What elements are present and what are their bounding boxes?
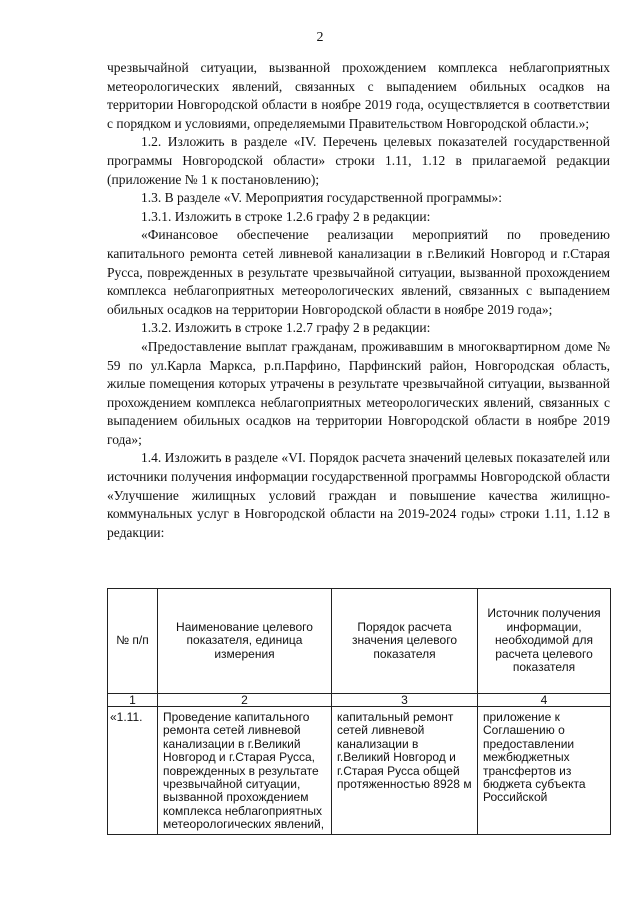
information-source-cell: приложение к Соглашению о предоставлении межбюджетных трансфертов из бюджета субъекта Российской xyxy=(478,707,611,835)
paragraph-quote-2: «Предоставление выплат гражданам, проживавшим в многоквартирном доме № 59 по ул.Карла Маркса, р.п.Парфино, Парфинский район, Новгородская область, жилые помещения которых утрачены в результате чрезвычайной ситуации, вызванной прохождением комплекса неблагоприятных метеорологических явлений, связанных с выпадением обильных осадков на территории Новгородской области в ноябре 2019 года»; xyxy=(107,338,610,447)
column-number-2: 2 xyxy=(158,694,332,707)
document-body xyxy=(107,59,610,542)
row-number-cell: «1.11. xyxy=(108,707,158,835)
table-column-numbers-row xyxy=(108,694,611,707)
header-calculation-method: Порядок расчета значения целевого показателя xyxy=(332,589,478,694)
column-number-1: 1 xyxy=(108,694,158,707)
header-number: № п/п xyxy=(108,589,158,694)
calculation-method-cell: капитальный ремонт сетей ливневой канализации в г.Великий Новгород и г.Старая Русса общей протяженностью 8928 м xyxy=(332,707,478,835)
header-indicator-name: Наименование целевого показателя, единица измерения xyxy=(158,589,332,694)
paragraph-item-1-4: 1.4. Изложить в разделе «VI. Порядок расчета значений целевых показателей или источники получения информации государственной программы Новгородской области «Улучшение жилищных условий граждан и повышение качества жилищно-коммунальных услуг в Новгородской области на 2019-2024 годы» строки 1.11, 1.12 в редакции: xyxy=(107,450,610,540)
paragraph-item-1-3: 1.3. В разделе «V. Мероприятия государственной программы»: xyxy=(141,190,502,206)
paragraph-item-1-3-1: 1.3.1. Изложить в строке 1.2.6 графу 2 в редакции: xyxy=(141,208,431,224)
indicators-table xyxy=(107,588,611,835)
column-number-3: 3 xyxy=(332,694,478,707)
column-number-4: 4 xyxy=(478,694,611,707)
paragraph-continuation: чрезвычайной ситуации, вызванной прохождением комплекса неблагоприятных метеорологических явлений, связанных с выпадением обильных осадков на территории Новгородской области в ноябре 2019 года, осуществляется в соответствии с порядком и условиями, определяемыми Правительством Новгородской области.»; xyxy=(107,60,610,131)
page-number: 2 xyxy=(316,30,324,45)
paragraph-quote-1: «Финансовое обеспечение реализации мероприятий по проведению капитального ремонта сетей ливневой канализации в г.Великий Новгород и г.Старая Русса, поврежденных в результате чрезвычайной ситуации, вызванной прохождением комплекса неблагоприятных метеорологических явлений, связанных с выпадением обильных осадков на территории Новгородской области в ноябре 2019 года»; xyxy=(107,227,610,317)
table-row xyxy=(108,707,611,835)
paragraph-item-1-2: 1.2. Изложить в разделе «IV. Перечень целевых показателей государственной программы Новгородской области» строки 1.11, 1.12 в прилагаемой редакции (приложение № 1 к постановлению); xyxy=(107,134,610,187)
indicator-name-cell: Проведение капитального ремонта сетей ливневой канализации в г.Великий Новгород и г.Старая Русса, поврежденных в результате чрезвычайной ситуации, вызванной прохождением комплекса неблагоприятных метеорологических явлений, xyxy=(158,707,332,835)
paragraph-item-1-3-2: 1.3.2. Изложить в строке 1.2.7 графу 2 в редакции: xyxy=(141,320,431,336)
header-information-source: Источник получения информации, необходимой для расчета целевого показателя xyxy=(478,589,611,694)
table-header-row xyxy=(108,589,611,694)
